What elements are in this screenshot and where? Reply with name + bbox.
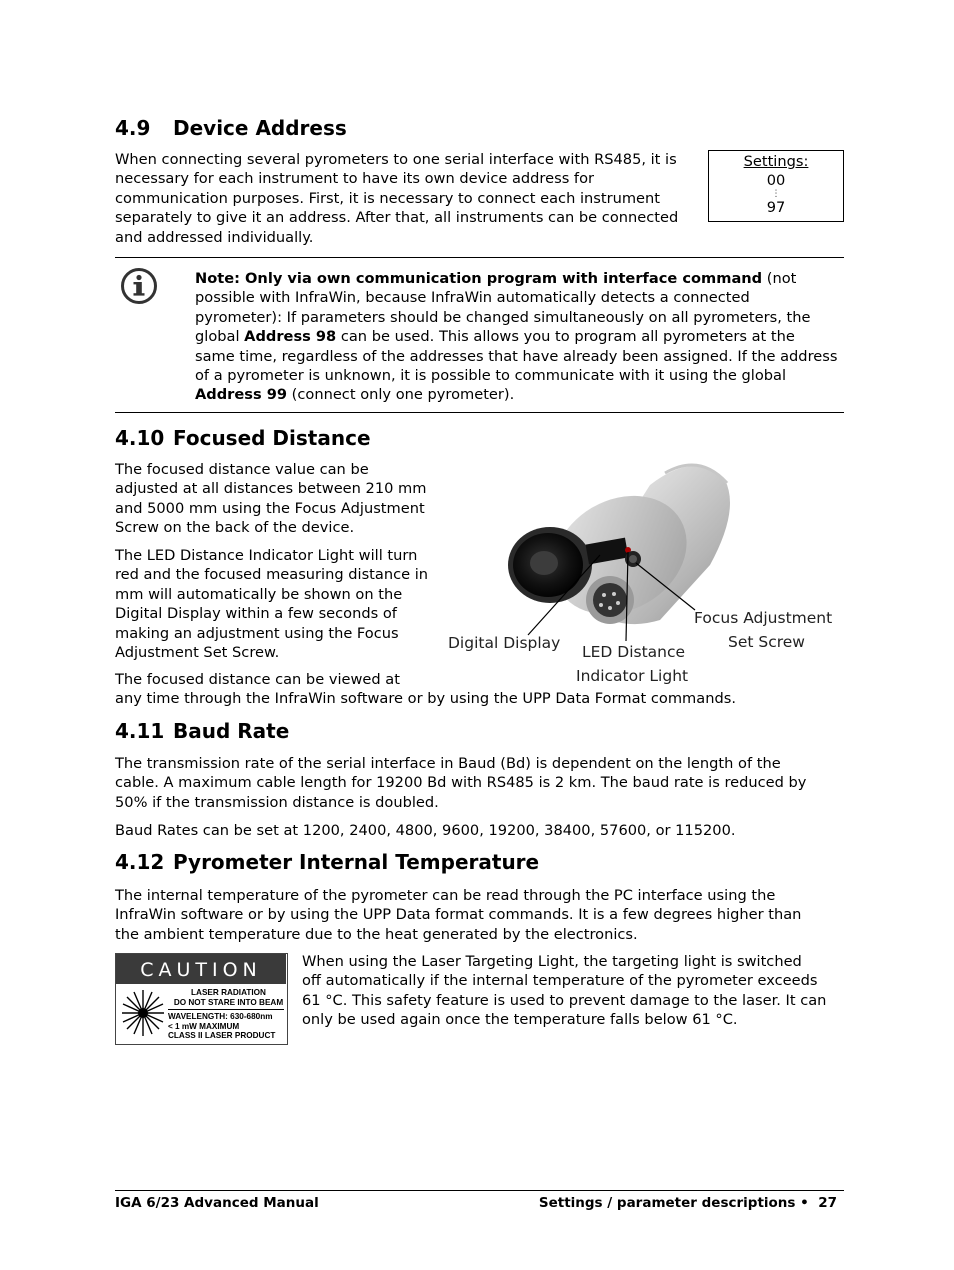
section-heading-4-9: 4.9 Device Address xyxy=(115,116,347,140)
note-top-rule xyxy=(115,257,844,258)
focused-distance-para-2: The LED Distance Indicator Light will turn red and the focused measuring distance in mm will automatically be shown on the Digital Display within a few seconds of making an adjustment using the Focus Adjustment Set Screw. xyxy=(115,547,429,662)
baud-rate-para-2: Baud Rates can be set at 1200, 2400, 4800, 9600, 19200, 38400, 57600, or 115200. xyxy=(115,822,736,839)
laser-starburst-icon xyxy=(120,988,166,1038)
led-label-line-1: LED Distance xyxy=(582,643,686,661)
focused-distance-para-1: The focused distance value can be adjusted at all distances between 210 mm and 5000 mm using the Focus Adjustment Screw on the back of the device. xyxy=(115,461,427,537)
info-icon xyxy=(119,266,159,306)
page-number: 27 xyxy=(818,1195,837,1211)
digital-display-label: Digital Display xyxy=(448,634,561,652)
focus-label-line-2: Set Screw xyxy=(728,633,805,651)
led-label-line-2: Indicator Light xyxy=(576,667,689,685)
note-bottom-rule xyxy=(115,412,844,413)
baud-rate-para-1: The transmission rate of the serial interface in Baud (Bd) is dependent on the length of the cable. A maximum cable length for 19200 Bd with RS485 is 2 km. The baud rate is reduced by 50% if the transmission distance is doubled. xyxy=(115,755,807,811)
settings-box: Settings: 00 ⋮ 97 xyxy=(708,150,844,222)
footer-manual-title: IGA 6/23 Advanced Manual xyxy=(115,1195,319,1211)
caution-title: CAUTION xyxy=(116,954,286,984)
footer-rule xyxy=(115,1190,844,1191)
section-heading-4-11: 4.11 Baud Rate xyxy=(115,719,290,743)
internal-temp-para-2: When using the Laser Targeting Light, the targeting light is switched off automatically if the internal temperature of the pyrometer exceeds 61 °C. This safety feature is used to prevent damage to the laser. It can only be used again once the temperature falls below 61 °C. xyxy=(302,953,827,1029)
footer-section-page: Settings / parameter descriptions • 27 xyxy=(538,1195,837,1211)
section-heading-4-10: 4.10 Focused Distance xyxy=(115,426,371,450)
section-heading-4-12: 4.12 Pyrometer Internal Temperature xyxy=(115,850,540,874)
laser-caution-label: CAUTION LASER RADIATION DO NOT STARE INTO BEAM WAVELENGTH: 630-680nm < 1 mW MAXIMUM CLASS II LASER PRODUCT xyxy=(115,953,288,1045)
note-text: Note: Only via own communication program with interface command (not possible with InfraWin, because InfraWin automatically detects a connected pyrometer): If parameters should be changed simultaneously on all pyrometers, the global Address 98 can be used. This allows you to program all pyrometers at the same time, regardless of the addresses that have already been assigned. If the address of a pyrometer is unknown, it is possible to communicate with it using the global Address 99 (connect only one pyrometer). xyxy=(195,270,838,404)
focused-distance-para-3: The focused distance can be viewed at any time through the InfraWin software or by using the UPP Data Format commands. xyxy=(115,671,736,708)
internal-temp-para-1: The internal temperature of the pyrometer can be read through the PC interface using the InfraWin software or by using the UPP Data format commands. It is a few degrees higher than the ambient temperature due to the heat generated by the electronics. xyxy=(115,887,802,943)
device-address-paragraph: When connecting several pyrometers to one serial interface with RS485, it is necessary for each instrument to have its own device address for communication purposes. First, it is necessary to connect each instrument separately to give it an address. After that, all instruments can be connected and addressed individually. xyxy=(115,151,679,246)
focus-label-line-1: Focus Adjustment xyxy=(694,609,833,627)
